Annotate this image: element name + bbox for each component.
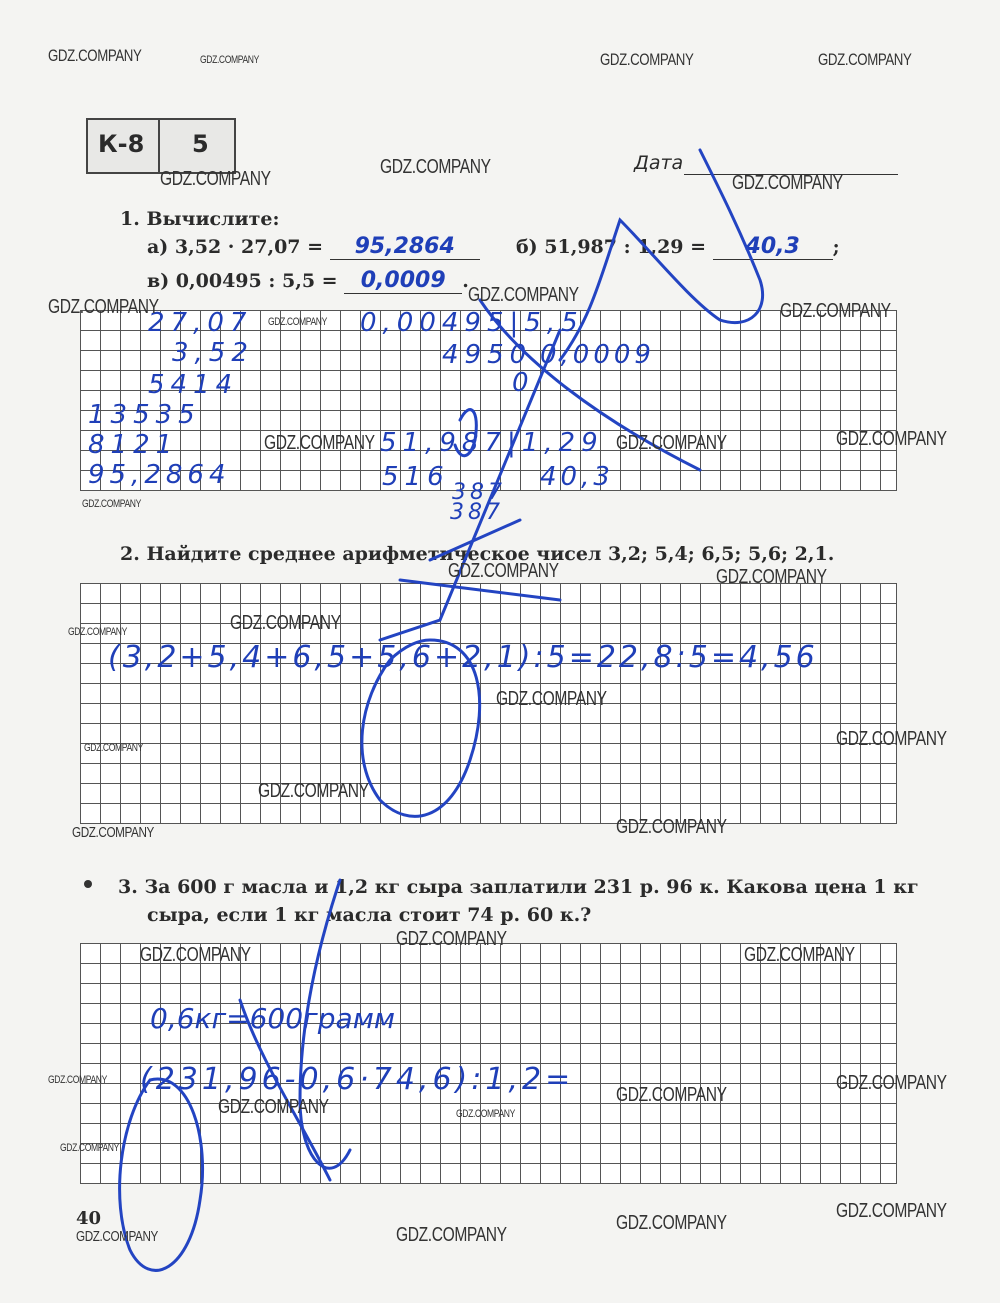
watermark: GDZ.COMPANY — [380, 156, 491, 178]
mult-line-2: 3,52 — [172, 338, 254, 368]
watermark: GDZ.COMPANY — [48, 46, 142, 65]
mult-line-1: 27,07 — [148, 308, 253, 338]
watermark: GDZ.COMPANY — [836, 728, 947, 750]
div2-line-2: 516 — [382, 462, 450, 492]
div1-line-3: 0 — [512, 368, 529, 398]
watermark: GDZ.COMPANY — [140, 944, 251, 966]
mult-result: 95,2864 — [88, 460, 231, 490]
watermark: GDZ.COMPANY — [396, 1224, 507, 1246]
task2-solution: (3,2+5,4+6,5+5,6+2,1):5=22,8:5=4,56 — [108, 640, 818, 675]
scribble-hook — [455, 410, 476, 456]
watermark: GDZ.COMPANY — [616, 1084, 727, 1106]
task1-title: 1. Вычислите: — [120, 208, 280, 230]
page-number: 40 — [76, 1208, 102, 1229]
task3-title-2: сыра, если 1 кг масла стоит 74 р. 60 к.? — [147, 904, 592, 926]
watermark: GDZ.COMPANY — [268, 316, 327, 328]
watermark: GDZ.COMPANY — [258, 780, 369, 802]
watermark: GDZ.COMPANY — [396, 928, 507, 950]
scribble-curve — [240, 1000, 330, 1180]
watermark: GDZ.COMPANY — [82, 498, 141, 510]
date-label: Дата — [634, 152, 684, 174]
task1-a-answer: 95,2864 — [354, 234, 455, 259]
scribble-diagonal-2 — [380, 330, 560, 640]
scribble-oval-1 — [362, 640, 480, 816]
watermark: GDZ.COMPANY — [76, 1228, 158, 1245]
watermark: GDZ.COMPANY — [744, 944, 855, 966]
watermark: GDZ.COMPANY — [456, 1108, 515, 1120]
watermark: GDZ.COMPANY — [616, 1212, 727, 1234]
watermark: GDZ.COMPANY — [160, 168, 271, 190]
task1-b-answer: 40,3 — [745, 234, 800, 259]
watermark: GDZ.COMPANY — [616, 816, 727, 838]
watermark: GDZ.COMPANY — [48, 1074, 107, 1086]
task1-c-label: в) 0,00495 : 5,5 = — [147, 270, 338, 292]
watermark: GDZ.COMPANY — [264, 432, 375, 454]
div2-quotient: 40,3 — [540, 462, 614, 492]
watermark: GDZ.COMPANY — [836, 1072, 947, 1094]
task3-solution-1: 0,6кг=600грамм — [150, 1002, 395, 1035]
watermark: GDZ.COMPANY — [468, 284, 579, 306]
watermark: GDZ.COMPANY — [200, 54, 259, 66]
div2-line-3: 387 — [452, 480, 506, 505]
task1-b-label: б) 51,987 : 1,29 = — [516, 236, 707, 258]
watermark: GDZ.COMPANY — [218, 1096, 329, 1118]
task1-c-end: . — [462, 270, 469, 292]
badge-variant: 5 — [192, 130, 209, 158]
watermark: GDZ.COMPANY — [48, 296, 159, 318]
watermark: GDZ.COMPANY — [496, 688, 607, 710]
watermark: GDZ.COMPANY — [72, 824, 154, 841]
watermark: GDZ.COMPANY — [780, 300, 891, 322]
task1-a-label: а) 3,52 · 27,07 = — [147, 236, 324, 258]
task3-solution-2: (231,96-0,6·74,6):1,2= — [140, 1062, 575, 1097]
watermark: GDZ.COMPANY — [68, 626, 127, 638]
watermark: GDZ.COMPANY — [84, 742, 143, 754]
div1-quotient: 0,0009 — [540, 340, 655, 370]
mult-line-4: 13535 — [88, 400, 201, 430]
div2-line-1: 51,987|1,29 — [380, 428, 604, 458]
mult-line-5: 8121 — [88, 430, 179, 460]
watermark: GDZ.COMPANY — [230, 612, 341, 634]
task3-title-1: 3. За 600 г масла и 1,2 кг сыра заплатили 231 р. 96 к. Какова цена 1 кг — [118, 876, 919, 898]
badge-code: К-8 — [98, 130, 145, 158]
watermark: GDZ.COMPANY — [448, 560, 559, 582]
div1-line-1: 0,00495|5,5 — [360, 308, 584, 338]
watermark: GDZ.COMPANY — [732, 172, 843, 194]
watermark: GDZ.COMPANY — [818, 50, 912, 69]
task1-c-answer: 0,0009 — [360, 268, 446, 293]
div1-line-2: 4950 — [442, 340, 533, 370]
mult-line-3: 5414 — [148, 370, 239, 400]
div2-line-4: 387 — [450, 500, 504, 525]
watermark: GDZ.COMPANY — [716, 566, 827, 588]
watermark: GDZ.COMPANY — [836, 1200, 947, 1222]
watermark: GDZ.COMPANY — [616, 432, 727, 454]
watermark: GDZ.COMPANY — [836, 428, 947, 450]
watermark: GDZ.COMPANY — [600, 50, 694, 69]
task1-b-end: ; — [832, 236, 840, 258]
task2-title: 2. Найдите среднее арифметическое чисел 3,2; 5,4; 6,5; 5,6; 2,1. — [120, 543, 835, 565]
scribble-loop — [300, 880, 350, 1168]
watermark: GDZ.COMPANY — [60, 1142, 119, 1154]
